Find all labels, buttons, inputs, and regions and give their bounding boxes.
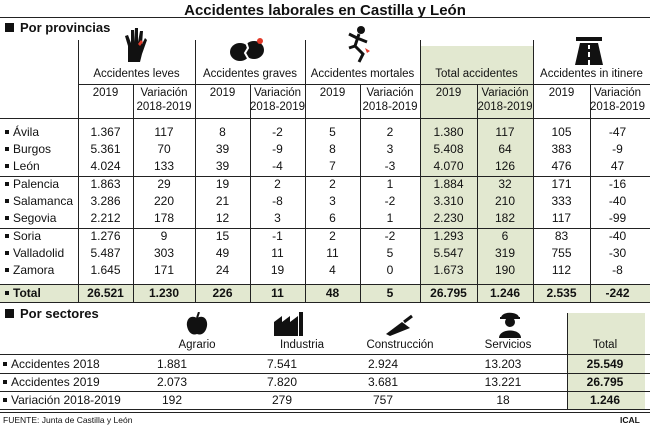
table-cell: -8 [612, 263, 623, 277]
province-name: Zamora [13, 263, 55, 277]
subheader-year: 2019 [435, 87, 462, 99]
footer-rule [0, 412, 650, 413]
sector-header-rule [0, 354, 650, 355]
table-cell: 4 [329, 263, 336, 277]
title-rule [0, 17, 650, 18]
sector-cell: 13.203 [484, 357, 522, 371]
table-cell: 319 [494, 246, 516, 260]
sector-row-name: Accidentes 2019 [11, 375, 100, 389]
row-bullet [5, 268, 9, 272]
header-rule [78, 84, 650, 85]
table-cell: -4 [272, 159, 283, 173]
province-name: Ávila [13, 125, 40, 139]
table-cell: 5 [329, 125, 336, 139]
subheader-year: 2019 [319, 87, 346, 99]
table-cell: -3 [384, 159, 396, 173]
group-header: Accidentes graves [203, 68, 297, 80]
province-label [5, 176, 59, 192]
table-cell: 9 [160, 229, 168, 243]
table-cell: 3 [274, 211, 281, 225]
table-cell: -47 [608, 125, 627, 139]
bullet-square [5, 23, 14, 32]
sector-header: Industria [279, 339, 325, 351]
sector-row-label [3, 356, 100, 372]
table-cell: 5 [386, 246, 394, 260]
injured-hand-icon [122, 24, 148, 64]
table-cell: 117 [495, 125, 515, 139]
total-cell: -242 [605, 286, 630, 300]
table-cell: 5.547 [433, 246, 464, 260]
table-cell: 1.645 [90, 263, 121, 277]
province-name: León [13, 159, 40, 173]
table-cell: -99 [608, 211, 627, 225]
broken-bone-icon [230, 36, 266, 64]
table-cell: 83 [554, 229, 569, 243]
subheader-variation: Variación 2018-2019 [477, 87, 533, 113]
sector-cell: 1.881 [156, 357, 188, 371]
sector-cell: 13.221 [484, 375, 522, 389]
table-cell: 15 [215, 229, 230, 243]
table-cell: 1.884 [433, 177, 464, 191]
table-cell: 117 [551, 211, 572, 225]
table-cell: 0 [386, 263, 394, 277]
sector-row-name: Accidentes 2018 [11, 357, 100, 371]
province-name: Palencia [13, 177, 60, 191]
table-cell: 21 [215, 194, 230, 208]
table-cell: -2 [384, 194, 396, 208]
table-cell: -40 [608, 194, 627, 208]
table-cell: 7 [329, 159, 336, 173]
factory-icon [274, 312, 304, 336]
table-cell: 220 [153, 194, 175, 208]
table-cell: 1.863 [90, 177, 121, 191]
worker-icon [496, 308, 524, 338]
table-cell: -9 [612, 142, 623, 156]
sector-cell: 7.541 [266, 357, 298, 371]
table-cell: 182 [494, 211, 516, 225]
total-cell: 226 [212, 286, 233, 300]
subheader-year: 2019 [548, 87, 575, 99]
table-cell: 476 [551, 159, 572, 173]
province-name: Segovia [13, 211, 57, 225]
table-cell: -40 [608, 229, 627, 243]
total-cell: 48 [325, 286, 340, 300]
table-cell: 1.367 [90, 125, 121, 139]
sector-cell: 3.681 [367, 375, 399, 389]
table-cell: 6 [329, 211, 336, 225]
table-cell: 64 [498, 142, 512, 156]
row-bullet [5, 130, 9, 134]
section-label: Por sectores [20, 306, 99, 321]
table-cell: 3.286 [90, 194, 121, 208]
table-cell: 1 [386, 211, 394, 225]
row-bullet [5, 216, 9, 220]
table-cell: 2.212 [90, 211, 121, 225]
sector-cell: 26.795 [586, 375, 624, 389]
group-header: Accidentes in itinere [540, 68, 643, 80]
subheader-year: 2019 [92, 87, 119, 99]
row-bullet [5, 291, 9, 295]
table-cell: 333 [551, 194, 572, 208]
section-title-provincias [5, 20, 110, 35]
province-label [5, 245, 64, 261]
table-cell: 1.276 [90, 229, 121, 243]
sector-cell: 279 [271, 393, 293, 407]
table-cell: 755 [551, 246, 572, 260]
table-cell: 190 [494, 263, 516, 277]
total-cell: 1.246 [489, 286, 521, 300]
table-cell: 3 [386, 142, 394, 156]
header-bottom-rule [0, 118, 650, 119]
sector-row-label [3, 374, 100, 390]
sector-header: Servicios [484, 339, 532, 351]
subheader-year: 2019 [209, 87, 236, 99]
sector-cell: 18 [496, 393, 510, 407]
total-name: Total [13, 286, 41, 300]
table-cell: -16 [608, 177, 627, 191]
group-header: Accidentes leves [93, 68, 180, 80]
table-cell: 3 [329, 194, 336, 208]
table-cell: 171 [153, 263, 175, 277]
table-cell: 4.024 [90, 159, 121, 173]
sector-cell: 25.549 [586, 357, 624, 371]
table-cell: 39 [215, 142, 230, 156]
table-cell: 11 [326, 246, 339, 260]
table-cell: 1 [386, 177, 394, 191]
sector-row-label [3, 392, 121, 408]
table-cell: 1.293 [433, 229, 464, 243]
province-label [5, 158, 40, 174]
table-cell: 383 [551, 142, 572, 156]
falling-person-icon [343, 24, 373, 64]
table-cell: 2 [329, 229, 336, 243]
table-cell: 5.361 [90, 142, 121, 156]
table-cell: -1 [272, 229, 283, 243]
table-cell: 105 [551, 125, 572, 139]
total-cell: 26.521 [87, 286, 124, 300]
table-cell: 1.380 [433, 125, 464, 139]
total-label [5, 285, 41, 301]
table-cell: -30 [608, 246, 627, 260]
table-cell: -9 [272, 142, 283, 156]
row-bullet [3, 362, 7, 366]
row-bullet [5, 182, 9, 186]
table-cell: 8 [219, 125, 226, 139]
sector-row-name: Variación 2018-2019 [11, 393, 121, 407]
province-label [5, 210, 56, 226]
province-label [5, 124, 39, 140]
province-label [5, 141, 51, 157]
road-icon [574, 37, 604, 65]
table-cell: 117 [154, 125, 174, 139]
province-name: Soria [13, 229, 42, 243]
total-cell: 11 [271, 286, 284, 300]
table-cell: 2 [274, 177, 281, 191]
total-cell: 5 [386, 286, 394, 300]
sector-cell: 192 [161, 393, 183, 407]
table-cell: 70 [157, 142, 171, 156]
table-cell: 6 [501, 229, 509, 243]
bullet-square [5, 309, 14, 318]
table-cell: 303 [153, 246, 175, 260]
table-cell: 133 [153, 159, 175, 173]
table-cell: 178 [153, 211, 175, 225]
sector-header: Construcción [366, 339, 434, 351]
table-cell: 210 [494, 194, 516, 208]
table-cell: 39 [215, 159, 230, 173]
table-cell: 2 [329, 177, 336, 191]
table-cell: -2 [384, 229, 396, 243]
subheader-variation: Variación 2018-2019 [362, 87, 418, 113]
table-cell: 8 [329, 142, 336, 156]
province-name: Valladolid [13, 246, 65, 260]
province-label [5, 228, 41, 244]
sector-cell: 757 [372, 393, 394, 407]
section-label: Por provincias [20, 20, 111, 35]
table-cell: -2 [272, 125, 283, 139]
row-bullet [5, 199, 9, 203]
section-title-sectores [5, 306, 99, 321]
sector-cell: 1.246 [589, 393, 621, 407]
total-cell: 1.230 [148, 286, 180, 300]
table-cell: 47 [610, 159, 625, 173]
table-cell: 12 [215, 211, 230, 225]
sector-cell: 2.924 [367, 357, 399, 371]
table-cell: 3.310 [433, 194, 464, 208]
table-cell: 29 [157, 177, 171, 191]
trowel-icon [384, 314, 416, 336]
subheader-variation: Variación 2018-2019 [136, 87, 192, 113]
page-title: Accidentes laborales en Castilla y León [184, 2, 466, 19]
table-cell: 126 [494, 159, 516, 173]
sector-header: Total [592, 339, 618, 351]
table-cell: 19 [215, 177, 230, 191]
table-cell: 24 [215, 263, 230, 277]
total-cell: 26.795 [430, 286, 467, 300]
row-bullet [5, 147, 9, 151]
group-header: Total accidentes [435, 68, 518, 80]
table-cell: 2 [386, 125, 394, 139]
row-bullet [5, 251, 9, 255]
table-cell: 5.487 [90, 246, 121, 260]
province-name: Burgos [13, 142, 52, 156]
total-bottom-rule [0, 302, 650, 303]
table-cell: -8 [272, 194, 283, 208]
sector-cell: 7.820 [266, 375, 298, 389]
table-cell: 112 [551, 263, 572, 277]
row-bullet [5, 234, 9, 238]
apple-icon [186, 312, 208, 336]
province-name: Salamanca [13, 194, 74, 208]
total-cell: 2.535 [546, 286, 577, 300]
footer-brand: ICAL [620, 415, 640, 425]
table-cell: 4.070 [433, 159, 464, 173]
row-bullet [3, 380, 7, 384]
table-cell: 49 [215, 246, 230, 260]
sector-header: Agrario [178, 339, 216, 351]
table-cell: 171 [551, 177, 572, 191]
sector-bottom-rule [0, 409, 650, 410]
table-cell: 19 [270, 263, 285, 277]
table-cell: 11 [271, 246, 284, 260]
row-bullet [5, 164, 9, 168]
subheader-variation: Variación 2018-2019 [250, 87, 305, 113]
subheader-variation: Variación 2018-2019 [590, 87, 645, 113]
table-cell: 5.408 [433, 142, 464, 156]
row-bullet [3, 398, 7, 402]
group-header: Accidentes mortales [310, 68, 415, 80]
province-label [5, 262, 54, 278]
footer-source: FUENTE: Junta de Castilla y León [3, 415, 133, 425]
sector-cell: 2.073 [156, 375, 188, 389]
table-cell: 32 [498, 177, 512, 191]
table-cell: 1.673 [433, 263, 464, 277]
table-cell: 2.230 [433, 211, 464, 225]
province-label [5, 193, 73, 209]
